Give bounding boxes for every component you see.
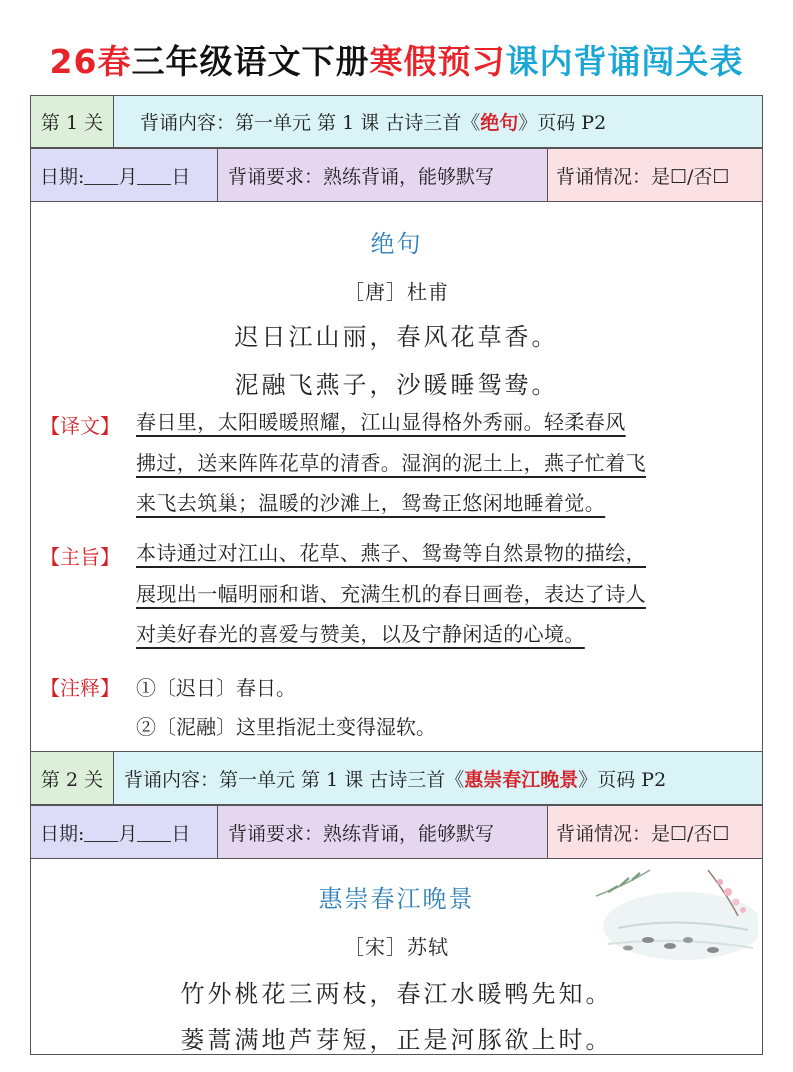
note-2: ②〔泥融〕这里指泥土变得湿软。	[136, 715, 436, 739]
notes-label: 【注释】	[40, 676, 120, 700]
level2-content-prefix: 背诵内容：第一单元 第 1 课 古诗三首《	[124, 768, 465, 791]
poem1-title: 绝句	[370, 230, 423, 258]
theme-line: 对美好春光的喜爱与赞美，以及宁静闲适的心境。	[136, 622, 585, 646]
translation-line: 来飞去筑巢；温暖的沙滩上，鸳鸯正悠闲地睡着觉。	[136, 491, 606, 515]
level1-stage: 第 1 关	[31, 96, 113, 147]
theme-line: 本诗通过对江山、花草、燕子、鸳鸯等自然景物的描绘，	[136, 541, 646, 565]
date-label: 日期:	[40, 165, 85, 188]
translation-line: 春日里，太阳暖暖照耀，江山显得格外秀丽。轻柔春风	[136, 410, 626, 434]
page-title	[0, 36, 793, 83]
poem1-verse-1: 迟日江山丽，春风花草香。	[234, 323, 559, 351]
level1-content-suffix: 》页码 P2	[518, 112, 607, 134]
level1-date	[31, 149, 217, 201]
translation-label: 【译文】	[40, 414, 120, 438]
level2-requirement: 背诵要求：熟练背诵，能够默写	[217, 806, 547, 858]
poem2-author: ［宋］苏轼	[344, 935, 449, 959]
poem2-verse-2: 蒌蒿满地芦芽短，正是河豚欲上时。	[180, 1026, 613, 1054]
day-blank[interactable]	[137, 823, 171, 842]
theme-text	[136, 533, 746, 655]
title-grade: 三年级语文下册	[131, 42, 370, 81]
level2-date	[31, 806, 217, 858]
month-blank[interactable]	[84, 166, 118, 185]
level1-content	[113, 96, 762, 147]
level2-content-suffix: 》页码 P2	[578, 768, 667, 791]
day-label: 日	[171, 822, 191, 845]
poem2-verse-1: 竹外桃花三两枝，春江水暖鸭先知。	[180, 980, 613, 1008]
translation-text	[136, 402, 746, 524]
level2-stage: 第 2 关	[31, 752, 113, 804]
translation-line: 拂过，送来阵阵花草的清香。湿润的泥土上，燕子忙着飞	[136, 450, 646, 475]
note-1: ①〔迟日〕春日。	[136, 676, 296, 700]
level2-status[interactable]: 背诵情况：是☐/否☐	[547, 806, 762, 858]
level2-content-row	[30, 751, 763, 805]
poem1-author: ［唐］杜甫	[344, 280, 449, 304]
level2-info-row	[30, 805, 763, 859]
month-label: 月	[118, 165, 138, 188]
level1-content-row	[30, 95, 763, 148]
month-blank[interactable]	[84, 823, 118, 842]
day-label: 日	[171, 165, 191, 188]
level1-content-title: 绝句	[480, 112, 519, 134]
poem2-title: 惠崇春江晚景	[318, 885, 475, 913]
level1-info-row	[30, 148, 763, 202]
title-preview: 寒假预习	[369, 42, 506, 81]
poem1-verse-2: 泥融飞燕子，沙暖睡鸳鸯。	[234, 371, 559, 399]
date-label: 日期:	[40, 822, 85, 845]
title-season: 春	[97, 42, 132, 81]
theme-line: 展现出一幅明丽和谐、充满生机的春日画卷，表达了诗人	[136, 581, 646, 606]
month-label: 月	[118, 822, 138, 845]
title-year: 26	[49, 42, 98, 81]
level2-content-title: 惠崇春江晚景	[464, 768, 579, 791]
level2-content	[113, 752, 762, 804]
theme-label: 【主旨】	[40, 545, 120, 569]
title-table: 课内背诵闯关表	[505, 42, 744, 81]
level1-content-prefix: 背诵内容：第一单元 第 1 课 古诗三首《	[140, 112, 481, 134]
level1-status[interactable]: 背诵情况：是☐/否☐	[547, 149, 762, 201]
day-blank[interactable]	[137, 166, 171, 185]
level1-requirement: 背诵要求：熟练背诵，能够默写	[217, 149, 547, 201]
